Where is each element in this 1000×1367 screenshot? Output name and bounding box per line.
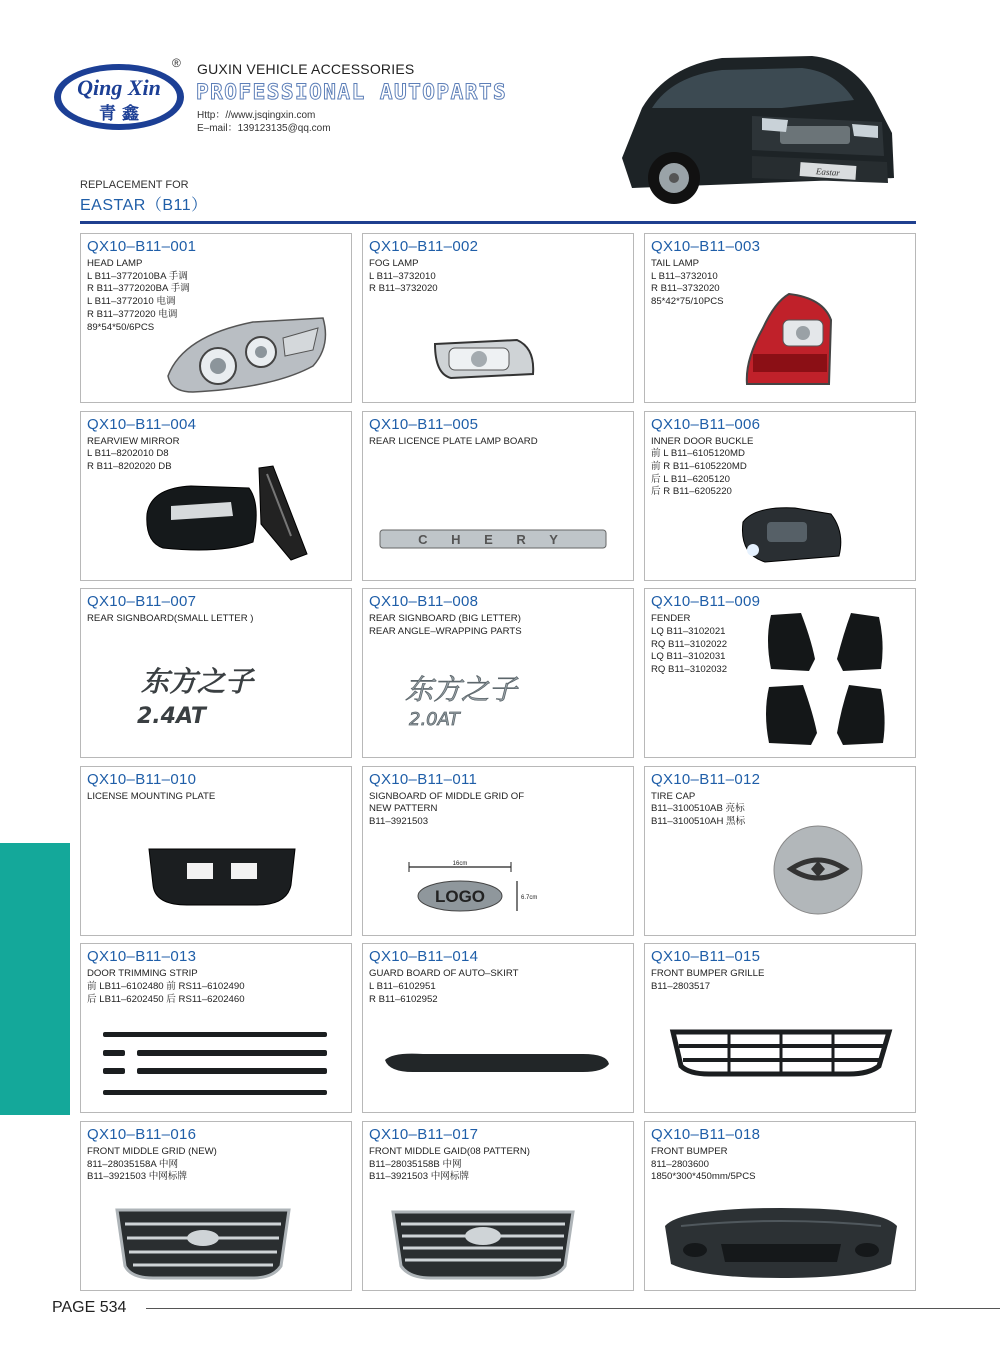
product-details [369, 258, 438, 296]
product-line: FRONT BUMPER [651, 1145, 728, 1157]
product-line: L B11–3732010 [369, 270, 436, 282]
product-line: L B11–3772010BA 手调 [87, 270, 188, 282]
front-middle-grid-08-image [389, 1206, 577, 1282]
product-details [87, 613, 254, 626]
rearview-mirror-image [141, 464, 317, 570]
product-line: INNER DOOR BUCKLE [651, 435, 754, 447]
product-line: B11–3921503 中网标牌 [87, 1171, 188, 1183]
product-details [651, 436, 753, 500]
product-card[interactable] [644, 233, 916, 403]
product-details [369, 613, 522, 638]
website: Http：//www.jsqingxin.com [197, 110, 316, 121]
product-line: 811–2803600 [651, 1158, 709, 1170]
product-line: FENDER [651, 613, 691, 625]
product-line: 后 LB11–6202450 后 RS11–6202460 [87, 993, 245, 1005]
product-line: FRONT MIDDLE GRID (NEW) [87, 1145, 217, 1157]
front-bumper-image [661, 1204, 901, 1282]
product-code: QX10–B11–006 [651, 415, 761, 433]
product-card[interactable] [362, 1121, 634, 1291]
product-code: QX10–B11–004 [87, 415, 197, 433]
product-card[interactable] [362, 943, 634, 1113]
product-details [651, 968, 764, 993]
sign-chinese: 东方之子 [141, 665, 254, 699]
product-line: REARVIEW MIRROR [87, 435, 180, 447]
product-line: FRONT MIDDLE GAID(08 PATTERN) [369, 1145, 530, 1157]
hero-model-badge: Eastar [815, 166, 841, 178]
product-card[interactable] [362, 766, 634, 936]
product-code: QX10–B11–016 [87, 1125, 197, 1143]
email: E–mail：139123135@qq.com [197, 123, 331, 134]
product-line: R B11–3772020 电调 [87, 308, 178, 320]
product-line: 1850*300*450mm/5PCS [651, 1171, 756, 1183]
product-line: R B11–3772020BA 手调 [87, 283, 190, 295]
inner-door-buckle-image [735, 502, 847, 566]
rear-signboard-big-image [401, 669, 561, 729]
logo-signboard-image [403, 859, 543, 917]
product-code: QX10–B11–003 [651, 238, 761, 255]
product-line: LQ B11–3102031 [651, 651, 726, 663]
sign-version: 2.0AT [409, 709, 460, 730]
tire-cap-image [771, 823, 865, 917]
product-line: 85*42*75/10PCS [651, 296, 724, 308]
product-line: 89*54*50/6PCS [87, 321, 155, 333]
product-line: R B11–3732020 [651, 283, 720, 295]
product-line: B11–3921503 [369, 816, 429, 828]
product-line: SIGNBOARD OF MIDDLE GRID OF [369, 790, 525, 802]
product-line: 后 R B11–6205220 [651, 486, 732, 498]
product-details [651, 258, 724, 309]
sign-version: 2.4AT [137, 704, 206, 730]
product-line: B11–3100510AH 黑标 [651, 816, 746, 828]
product-details [369, 436, 538, 449]
product-details [369, 1146, 530, 1184]
product-code: QX10–B11–008 [369, 593, 479, 611]
product-details [369, 791, 524, 829]
product-card[interactable] [644, 766, 916, 936]
product-line: 前 L B11–6105120MD [651, 448, 745, 460]
product-card[interactable] [644, 411, 916, 581]
product-line: R B11–3732020 [369, 283, 438, 295]
product-code: QX10–B11–012 [651, 770, 761, 788]
product-code: QX10–B11–017 [369, 1125, 479, 1143]
product-line: L B11–8202010 D8 [87, 448, 169, 460]
registered-mark: ® [172, 56, 181, 70]
product-card[interactable] [644, 588, 916, 758]
product-card[interactable] [80, 1121, 352, 1291]
product-line: B11–28035158B 中网 [369, 1158, 462, 1170]
product-line: REAR ANGLE–WRAPPING PARTS [369, 625, 522, 637]
product-code: QX10–B11–005 [369, 415, 479, 433]
footer-divider [146, 1308, 1000, 1309]
door-trimming-strip-image [101, 1028, 331, 1100]
logo-text: LOGO [434, 886, 486, 906]
model-title: EASTAR（B11） [80, 197, 208, 214]
product-code: QX10–B11–007 [87, 593, 197, 611]
product-card[interactable] [362, 233, 634, 403]
side-color-tab [0, 843, 70, 1115]
product-code: QX10–B11–015 [651, 948, 761, 966]
bumper-grille-image [669, 1026, 893, 1078]
fog-lamp-image [431, 334, 537, 382]
product-code: QX10–B11–018 [651, 1125, 761, 1143]
product-card[interactable] [80, 588, 352, 758]
sign-chinese: 东方之子 [405, 673, 518, 707]
fender-image [761, 609, 891, 749]
product-card[interactable] [644, 1121, 916, 1291]
product-code: QX10–B11–014 [369, 948, 479, 966]
product-line: GUARD BOARD OF AUTO–SKIRT [369, 968, 519, 980]
contact-info [197, 109, 331, 135]
product-line: 前 R B11–6105220MD [651, 461, 747, 472]
product-line: TAIL LAMP [651, 258, 699, 269]
product-line: 后 L B11–6205120 [651, 473, 730, 485]
product-code: QX10–B11–009 [651, 593, 761, 611]
product-line: L B11–6102951 [369, 981, 436, 993]
product-line: R B11–8202020 DB [87, 461, 172, 472]
front-middle-grid-new-image [113, 1202, 293, 1282]
product-line: LICENSE MOUNTING PLATE [87, 790, 216, 802]
logo-width-label: 16cm [452, 860, 468, 867]
licence-plate-lamp-board-image [379, 528, 607, 550]
hero-car-image [612, 38, 897, 208]
product-details [651, 791, 745, 829]
product-line: L B11–3772010 电调 [87, 296, 176, 308]
product-line: HEAD LAMP [87, 258, 143, 269]
product-line: R B11–6102952 [369, 993, 438, 1005]
product-details [87, 968, 245, 1006]
tail-lamp-image [743, 290, 835, 390]
qingxin-logo [52, 62, 186, 132]
product-card[interactable] [644, 943, 916, 1113]
product-code: QX10–B11–010 [87, 770, 197, 788]
product-line: RQ B11–3102032 [651, 664, 728, 675]
product-line: L B11–3732010 [651, 270, 718, 282]
product-line: REAR SIGNBOARD(SMALL LETTER ) [87, 613, 254, 625]
product-details [651, 1146, 756, 1184]
product-card[interactable] [362, 411, 634, 581]
logo-chinese: 青 鑫 [99, 104, 139, 124]
product-code: QX10–B11–001 [87, 238, 197, 255]
license-mounting-plate-image [147, 845, 297, 909]
product-grid [80, 233, 916, 1291]
product-line: FOG LAMP [369, 258, 419, 269]
product-card[interactable] [80, 411, 352, 581]
product-line: TIRE CAP [651, 790, 696, 802]
product-line: DOOR TRIMMING STRIP [87, 968, 198, 980]
product-details [87, 1146, 217, 1184]
replacement-label: REPLACEMENT FOR [80, 179, 189, 191]
logo-height-label: 6.7cm [521, 894, 538, 901]
company-name: GUXIN VEHICLE ACCESSORIES [197, 61, 415, 77]
product-line: LQ B11–3102021 [651, 625, 726, 637]
header-divider [80, 221, 916, 224]
tagline: PROFESSIONAL AUTOPARTS [196, 80, 508, 104]
chery-lettering: C H E R Y [418, 531, 568, 547]
product-details [651, 613, 727, 677]
product-line: B11–3100510AB 亮标 [651, 803, 745, 815]
auto-skirt-image [383, 1050, 611, 1076]
product-details [87, 791, 215, 804]
product-line: 前 LB11–6102480 前 RS11–6102490 [87, 981, 245, 993]
logo-wordmark: Qing Xin [77, 75, 161, 100]
rear-signboard-small-image [135, 661, 285, 731]
product-card[interactable] [80, 943, 352, 1113]
product-line: NEW PATTERN [369, 803, 438, 815]
product-card[interactable] [80, 233, 352, 403]
product-card[interactable] [80, 766, 352, 936]
head-lamp-image [163, 316, 333, 396]
product-code: QX10–B11–013 [87, 948, 197, 966]
product-line: FRONT BUMPER GRILLE [651, 968, 765, 980]
product-details [369, 968, 518, 1006]
product-line: 811–28035158A 中网 [87, 1158, 179, 1170]
product-card[interactable] [362, 588, 634, 758]
product-line: B11–3921503 中网标牌 [369, 1171, 470, 1183]
product-line: REAR LICENCE PLATE LAMP BOARD [369, 435, 538, 447]
page-number: PAGE 534 [52, 1299, 127, 1316]
product-line: B11–2803517 [651, 981, 711, 993]
product-code: QX10–B11–011 [369, 770, 478, 788]
product-line: REAR SIGNBOARD (BIG LETTER) [369, 613, 521, 625]
product-line: RQ B11–3102022 [651, 638, 728, 650]
product-code: QX10–B11–002 [369, 238, 479, 255]
